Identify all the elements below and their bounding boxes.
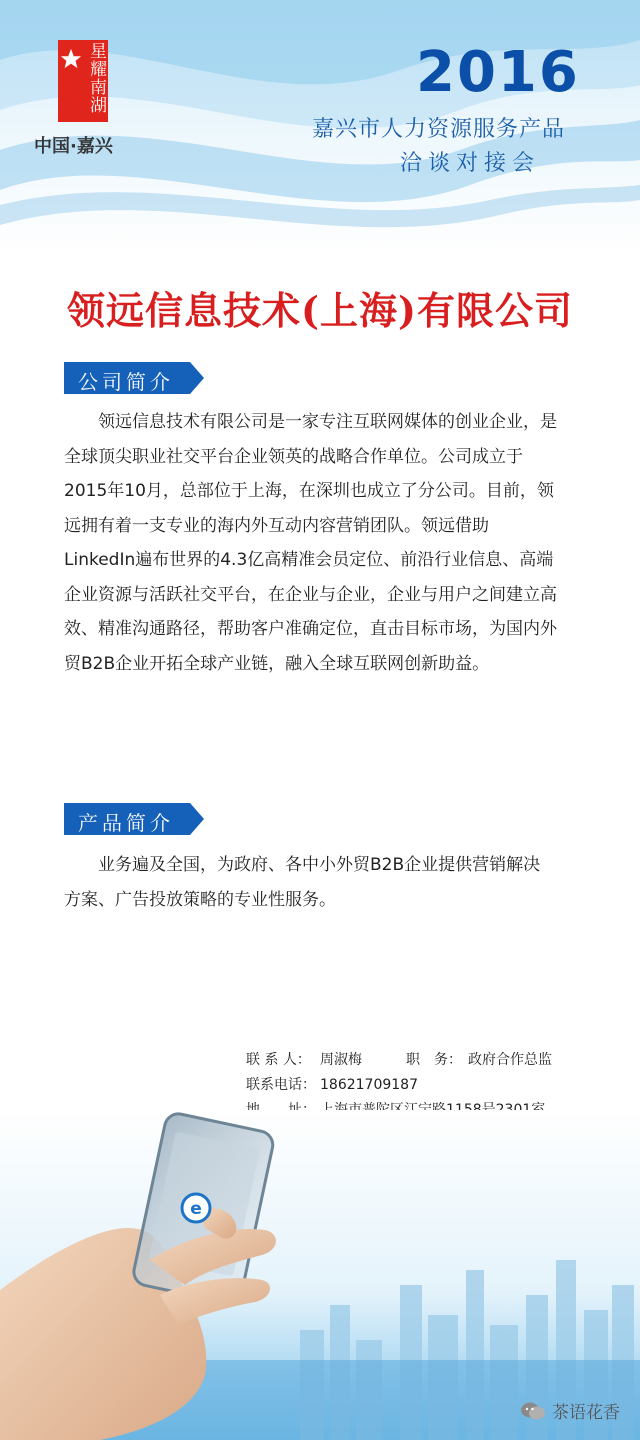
product-line: 方案、广告投放策略的专业性服务。 [64,889,336,910]
intro-line: 领远信息技术有限公司是一家专注互联网媒体的创业企业，是 [98,412,557,432]
intro-line: 远拥有着一支专业的海内外互动内容营销团队。领远借助 [64,515,489,536]
intro-line: 2015年10月，总部位于上海，在深圳也成立了分公司。目前，领 [64,481,554,501]
footer-illustration [0,1110,640,1440]
section-tag-intro [64,362,204,394]
watermark [520,1398,620,1423]
header-banner [0,0,640,255]
logo-caption: 中国·嘉兴 [34,136,113,157]
company-title: 领远信息技术(上海)有限公司 [67,288,573,333]
intro-paragraph [64,405,588,681]
watermark-text: 茶语花香 [552,1403,620,1423]
event-subtitle: 洽谈对接会 [400,151,541,176]
product-paragraph [64,848,588,917]
section-tag-label: 产品简介 [78,811,174,835]
contact-role: 政府合作总监 [468,1052,552,1068]
section-tag-product [64,803,204,835]
logo-text: 星耀南湖 [86,42,106,114]
contact-person: 周淑梅 [320,1052,362,1068]
svg-text:e: e [190,1199,202,1219]
logo-badge [58,40,108,122]
wechat-icon [520,1401,546,1421]
contact-row-phone [246,1073,626,1098]
contact-row-person [246,1048,626,1073]
contact-phone-label: 联系电话： [246,1077,316,1093]
product-line: 业务遍及全国，为政府、各中小外贸B2B企业提供营销解决 [98,855,541,875]
star-icon [60,48,82,70]
contact-role-label: 职 务： [406,1052,462,1068]
intro-line: LinkedIn遍布世界的4.3亿高精准会员定位、前沿行业信息、高端 [64,550,554,570]
hand-phone-city-illustration [0,1110,640,1440]
intro-line: 全球顶尖职业社交平台企业领英的战略合作单位。公司成立于 [64,446,523,467]
event-title: 嘉兴市人力资源服务产品 [312,117,566,142]
contact-person-label: 联 系 人： [246,1052,311,1068]
section-tag-label: 公司简介 [78,370,174,394]
intro-line: 贸B2B企业开拓全球产业链，融入全球互联网创新助益。 [64,653,490,674]
intro-line: 企业资源与活跃社交平台，在企业与企业，企业与用户之间建立高 [64,584,557,605]
intro-line: 效、精准沟通路径，帮助客户准确定位，直击目标市场，为国内外 [64,619,557,639]
event-year: 2016 [416,40,580,105]
contact-phone: 18621709187 [320,1077,418,1093]
